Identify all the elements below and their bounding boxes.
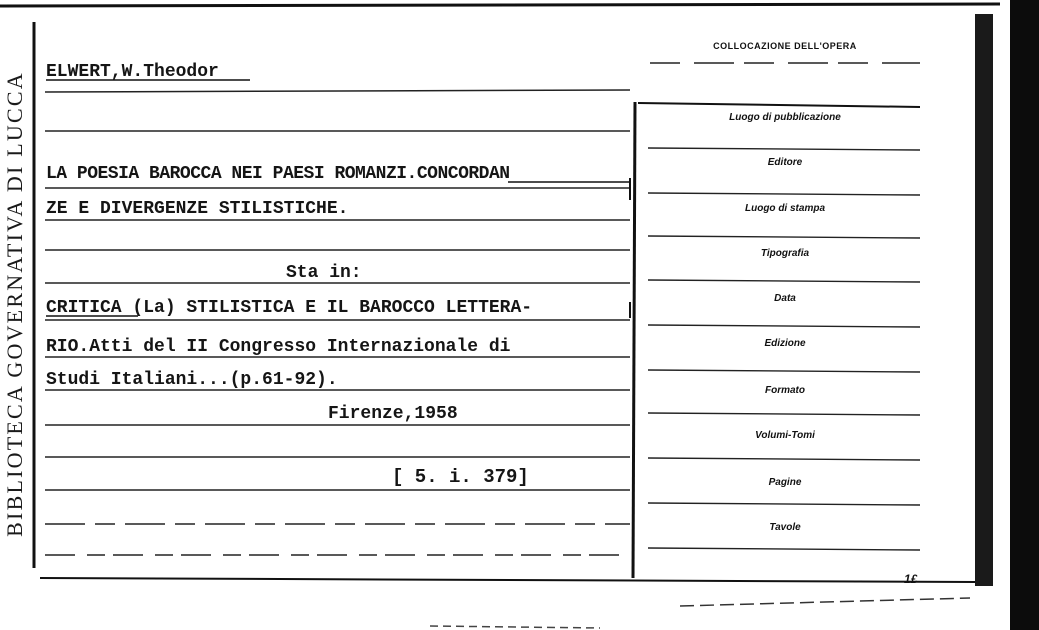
place-year: Firenze,1958 [328, 404, 458, 424]
corner-mark: 1£ [904, 572, 918, 586]
label-tipografia: Tipografia [760, 248, 810, 259]
title-line-2: ZE E DIVERGENZE STILISTICHE. [46, 199, 349, 219]
source-line-2: RIO.Atti del II Congresso Internazionale di [46, 337, 511, 357]
label-volumi-tomi: Volumi-Tomi [755, 430, 815, 441]
sta-in-label: Sta in: [286, 263, 362, 283]
label-formato: Formato [765, 385, 805, 396]
library-stamp: BIBLIOTECA GOVERNATIVA DI LUCCA [2, 71, 27, 537]
label-tavole: Tavole [769, 522, 801, 533]
collocation-header: COLLOCAZIONE DELL'OPERA [713, 41, 857, 51]
label-luogo-stampa: Luogo di stampa [745, 203, 825, 214]
label-editore: Editore [767, 157, 803, 168]
label-data: Data [774, 293, 796, 304]
shelfmark: [ 5. i. 379] [392, 466, 529, 488]
source-line-3: Studi Italiani...(p.61-92). [46, 370, 338, 390]
source-line-1: CRITICA (La) STILISTICA E IL BAROCCO LETTERA- [46, 298, 533, 318]
title-line-1: LA POESIA BAROCCA NEI PAESI ROMANZI.CONCORDAN [46, 164, 510, 184]
label-pagine: Pagine [768, 477, 802, 488]
label-edizione: Edizione [764, 338, 806, 349]
author-name: ELWERT,W.Theodor [46, 62, 219, 82]
label-luogo-pubblicazione: Luogo di pubblicazione [729, 112, 841, 123]
